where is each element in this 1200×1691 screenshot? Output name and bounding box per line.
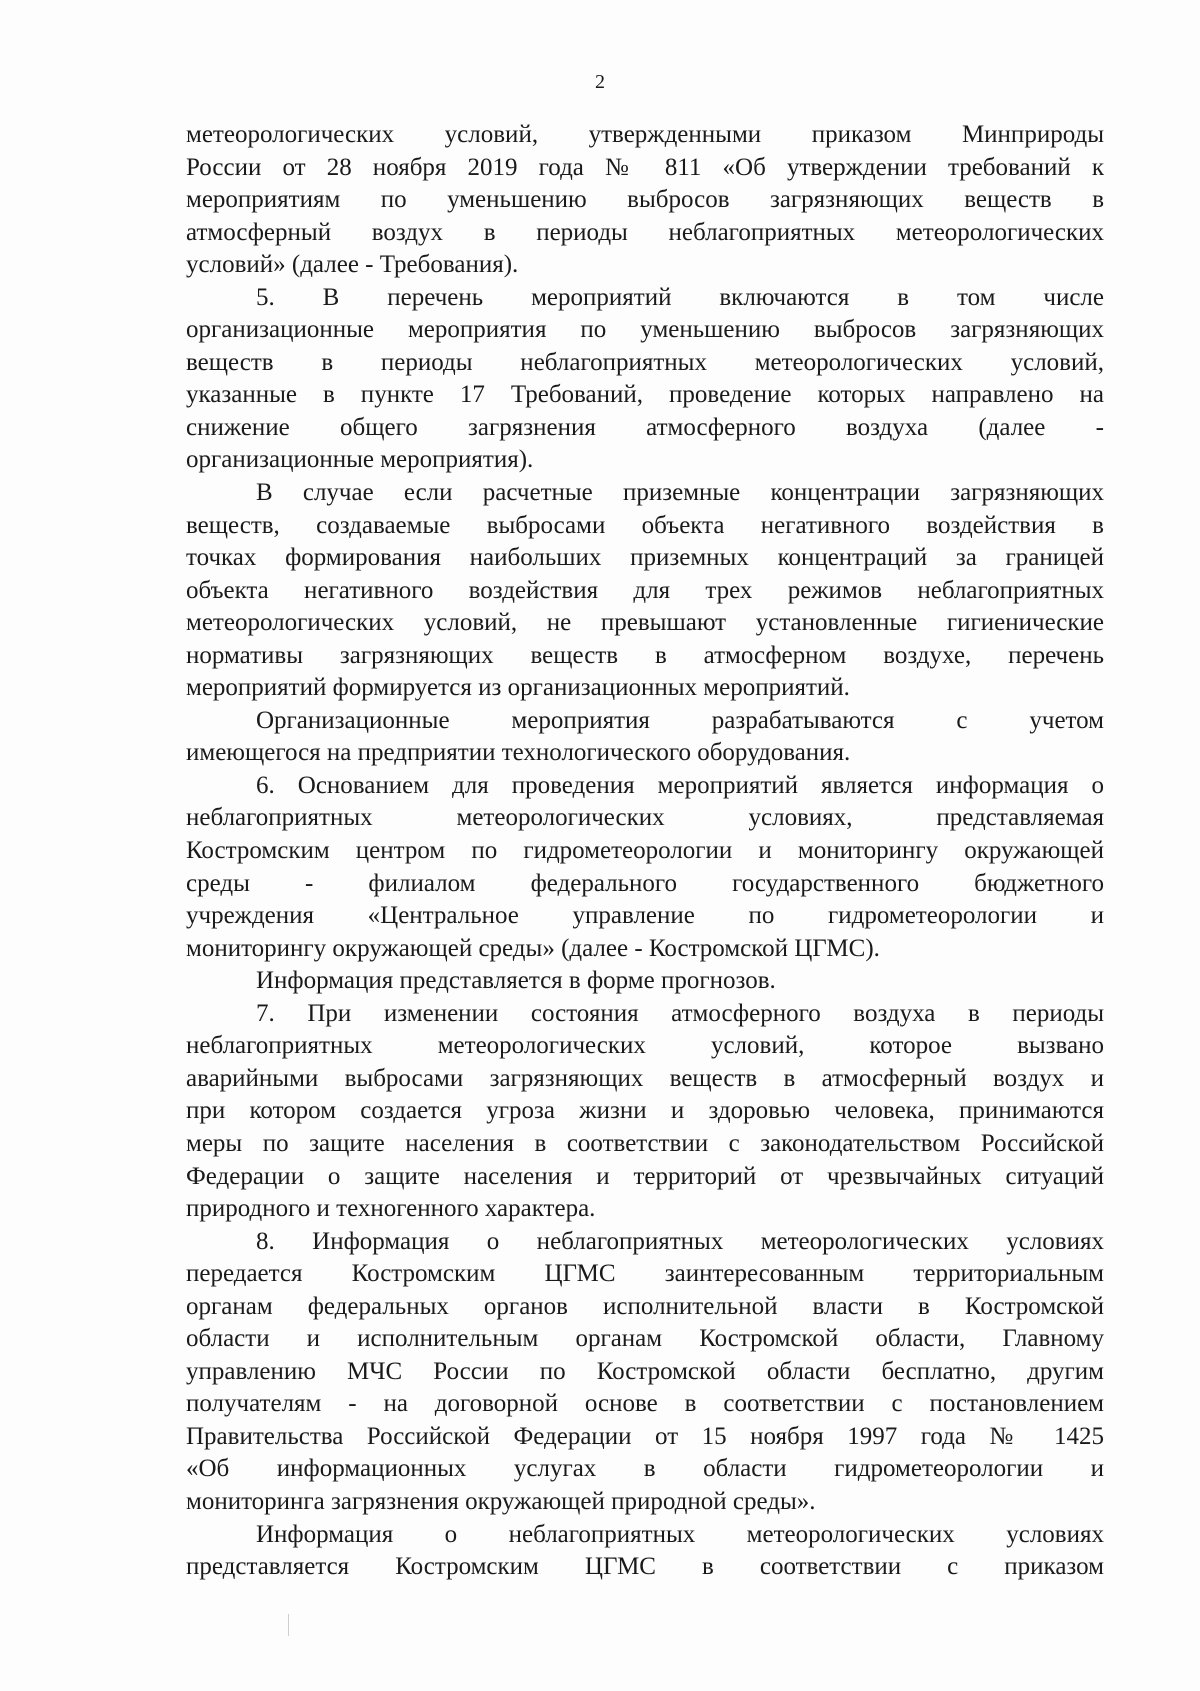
text-line: атмосферный воздух в периоды неблагоприятных метеорологических xyxy=(186,218,1104,246)
text-line: условий» (далее - Требования). xyxy=(186,251,519,279)
page-number: 2 xyxy=(595,71,605,93)
text-line: организационные мероприятия по уменьшению выбросов загрязняющих xyxy=(186,316,1104,344)
text-line: управлению МЧС России по Костромской области бесплатно, другим xyxy=(186,1357,1104,1385)
text-line: среды - филиалом федерального государственного бюджетного xyxy=(186,869,1104,897)
scan-artifact xyxy=(288,1614,289,1636)
text-line: мониторингу окружающей среды» (далее - Костромской ЦГМС). xyxy=(186,934,880,962)
text-line: «Об информационных услугах в области гидрометеорологии и xyxy=(186,1455,1104,1483)
text-line: Правительства Российской Федерации от 15 ноября 1997 года № 1425 xyxy=(186,1422,1104,1450)
text-line: 8. Информация о неблагоприятных метеорологических условиях xyxy=(256,1227,1104,1255)
text-line: 6. Основанием для проведения мероприятий является информация о xyxy=(256,771,1104,799)
text-line: веществ в периоды неблагоприятных метеорологических условий, xyxy=(186,348,1104,376)
text-line: мероприятиям по уменьшению выбросов загрязняющих веществ в xyxy=(186,186,1104,214)
text-line: природного и техногенного характера. xyxy=(186,1195,596,1223)
document-body xyxy=(186,119,1104,1584)
text-line: метеорологических условий, утвержденными приказом Минприроды xyxy=(186,121,1104,148)
text-line: аварийными выбросами загрязняющих веществ в атмосферный воздух и xyxy=(186,1064,1104,1092)
text-line: снижение общего загрязнения атмосферного воздуха (далее - xyxy=(186,413,1104,441)
text-line: Федерации о защите населения и территорий от чрезвычайных ситуаций xyxy=(186,1162,1104,1190)
text-line: В случае если расчетные приземные концентрации загрязняющих xyxy=(256,479,1104,507)
text-line: Организационные мероприятия разрабатываются с учетом xyxy=(256,706,1104,734)
text-line: органам федеральных органов исполнительной власти в Костромской xyxy=(186,1292,1104,1320)
text-line: меры по защите населения в соответствии с законодательством Российской xyxy=(186,1129,1104,1157)
text-line: нормативы загрязняющих веществ в атмосферном воздухе, перечень xyxy=(186,641,1104,669)
text-line: 7. При изменении состояния атмосферного воздуха в периоды xyxy=(256,999,1104,1027)
text-line: объекта негативного воздействия для трех режимов неблагоприятных xyxy=(186,576,1104,604)
text-line: Информация о неблагоприятных метеорологических условиях xyxy=(256,1520,1104,1548)
text-line: мероприятий формируется из организационных мероприятий. xyxy=(186,674,850,702)
text-line: указанные в пункте 17 Требований, проведение которых направлено на xyxy=(186,381,1104,409)
text-line: получателям - на договорной основе в соответствии с постановлением xyxy=(186,1390,1104,1418)
text-line: организационные мероприятия). xyxy=(186,446,534,474)
text-line: при котором создается угроза жизни и здоровью человека, принимаются xyxy=(186,1097,1104,1125)
text-line: России от 28 ноября 2019 года № 811 «Об утверждении требований к xyxy=(186,153,1104,181)
text-line: веществ, создаваемые выбросами объекта негативного воздействия в xyxy=(186,511,1104,539)
text-line: имеющегося на предприятии технологического оборудования. xyxy=(186,739,851,767)
text-line: мониторинга загрязнения окружающей природной среды». xyxy=(186,1487,816,1515)
text-line: неблагоприятных метеорологических условиях, представляемая xyxy=(186,804,1104,832)
text-line: Информация представляется в форме прогнозов. xyxy=(256,967,776,995)
text-line: 5. В перечень мероприятий включаются в том числе xyxy=(256,283,1104,311)
text-line: передается Костромским ЦГМС заинтересованным территориальным xyxy=(186,1260,1104,1288)
text-line: учреждения «Центральное управление по гидрометеорологии и xyxy=(186,902,1104,930)
text-line: неблагоприятных метеорологических условий, которое вызвано xyxy=(186,1032,1104,1060)
text-line: области и исполнительным органам Костромской области, Главному xyxy=(186,1325,1104,1353)
text-line: представляется Костромским ЦГМС в соответствии с приказом xyxy=(186,1553,1104,1581)
text-line: Костромским центром по гидрометеорологии и мониторингу окружающей xyxy=(186,837,1104,865)
text-line: точках формирования наибольших приземных концентраций за границей xyxy=(186,544,1104,572)
text-line: метеорологических условий, не превышают установленные гигиенические xyxy=(186,609,1104,637)
